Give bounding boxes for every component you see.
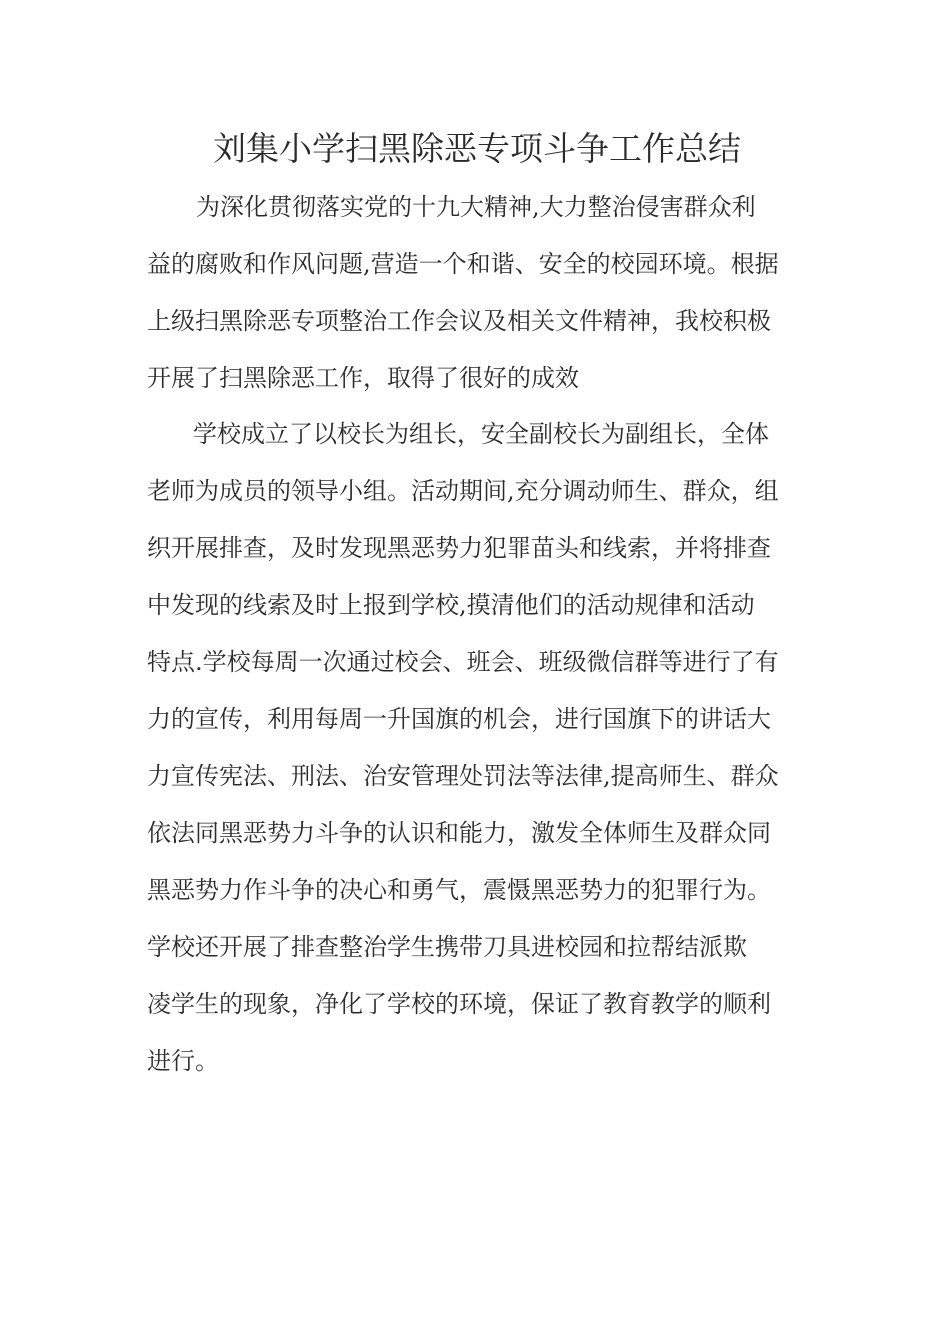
paragraph-line: 凌学生的现象，净化了学校的环境，保证了教育教学的顺利 [147, 990, 771, 1018]
document-title: 刘集小学扫黑除恶专项斗争工作总结 [213, 129, 741, 168]
paragraph-line: 进行。 [147, 1047, 219, 1075]
paragraph-line: 黑恶势力作斗争的决心和勇气，震慑黑恶势力的犯罪行为。 [147, 876, 771, 904]
paragraph-line: 特点.学校每周一次通过校会、班会、班级微信群等进行了有 [147, 648, 779, 676]
paragraph-line: 力宣传宪法、刑法、治安管理处罚法等法律,提高师生、群众 [147, 762, 779, 790]
paragraph-line: 益的腐败和作风问题,营造一个和谐、安全的校园环境。根据 [147, 250, 779, 278]
paragraph-line: 上级扫黑除恶专项整治工作会议及相关文件精神，我校积极 [147, 307, 771, 335]
paragraph-line: 中发现的线索及时上报到学校,摸清他们的活动规律和活动 [147, 591, 755, 619]
paragraph-line: 学校还开展了排查整治学生携带刀具进校园和拉帮结派欺 [147, 933, 747, 961]
paragraph-line: 开展了扫黑除恶工作，取得了很好的成效 [147, 364, 579, 392]
paragraph-line: 织开展排查，及时发现黑恶势力犯罪苗头和线索，并将排查 [147, 534, 771, 562]
paragraph-line: 为深化贯彻落实党的十九大精神,大力整治侵害群众利 [196, 193, 756, 221]
paragraph-line: 依法同黑恶势力斗争的认识和能力，激发全体师生及群众同 [147, 819, 771, 847]
paragraph-line: 力的宣传，利用每周一升国旗的机会，进行国旗下的讲话大 [147, 705, 771, 733]
paragraph-line: 学校成立了以校长为组长，安全副校长为副组长，全体 [193, 420, 769, 448]
paragraph-line: 老师为成员的领导小组。活动期间,充分调动师生、群众，组 [147, 477, 779, 505]
